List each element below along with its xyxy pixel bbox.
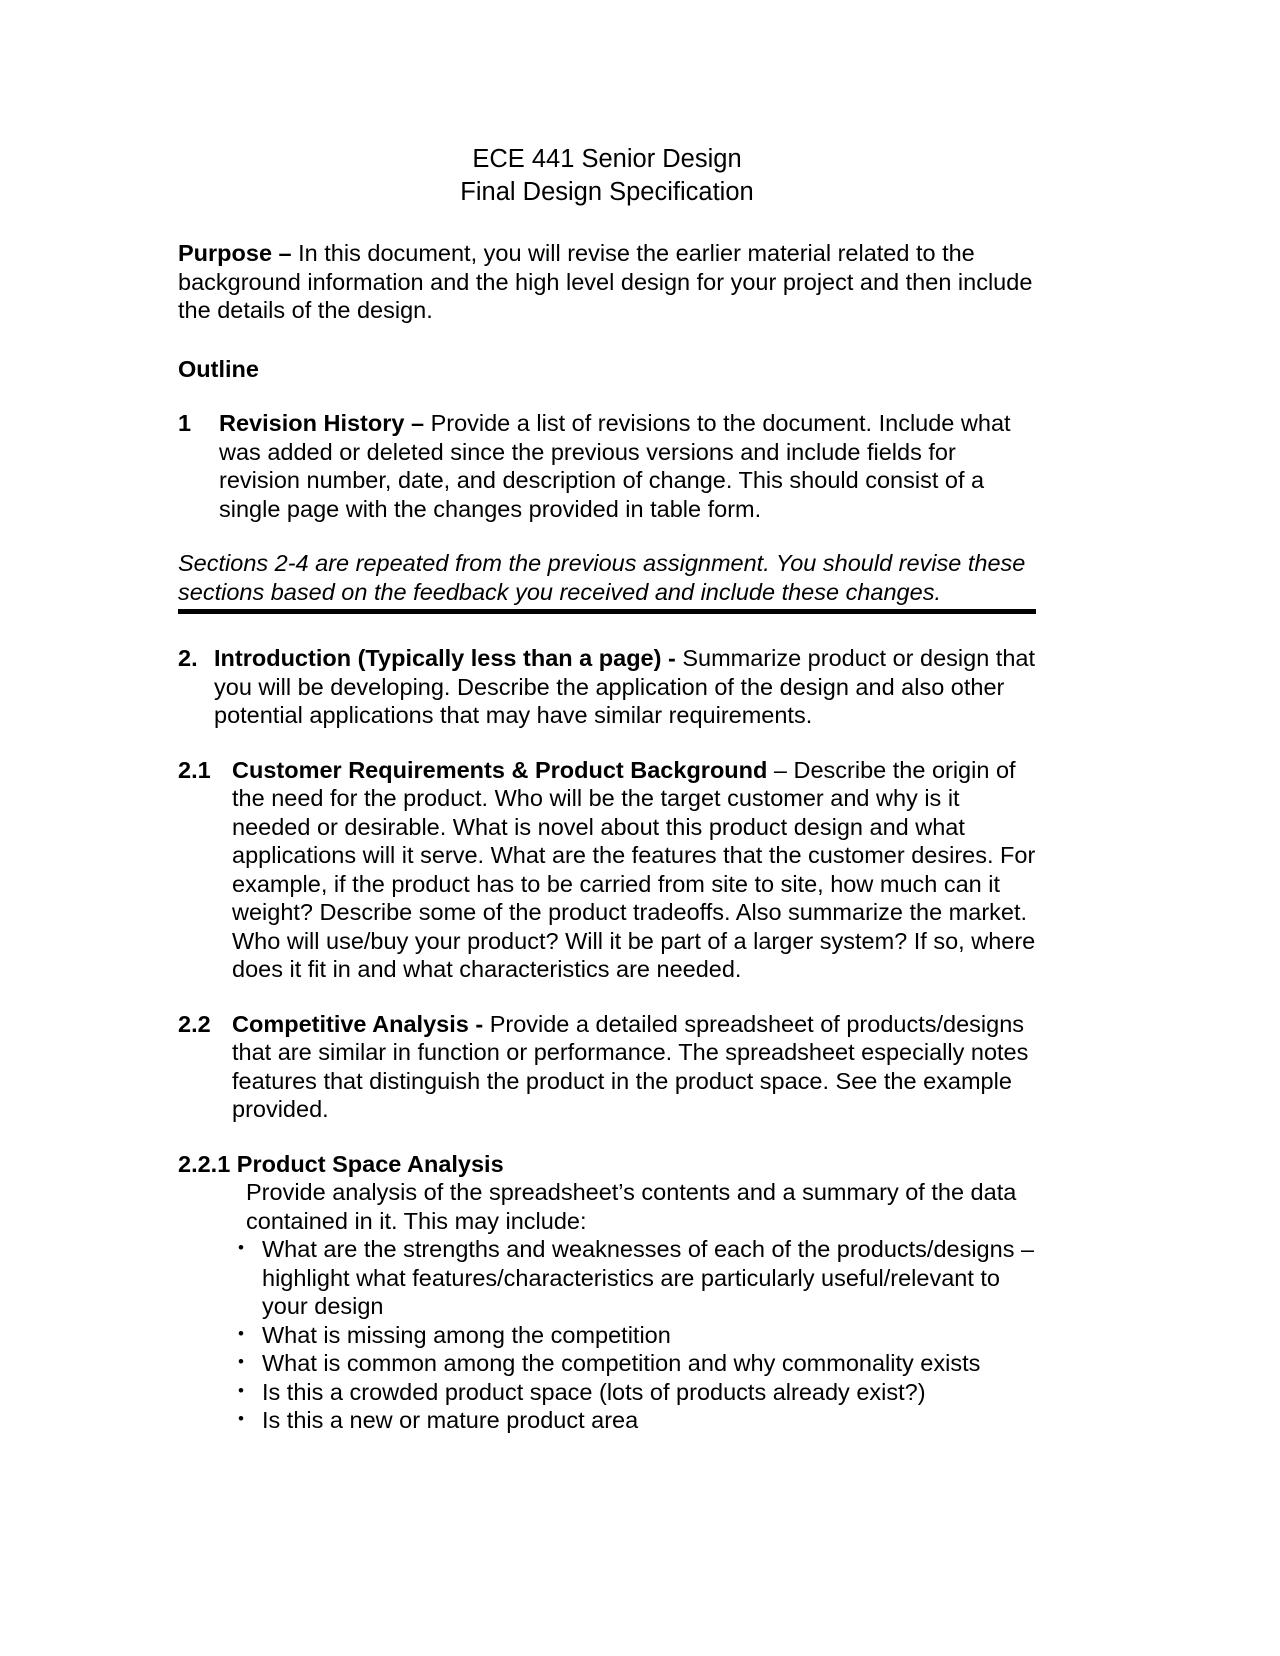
spacer — [178, 730, 1036, 756]
list-item-label: What is missing among the competition — [262, 1321, 671, 1348]
list-item-label: What is common among the competition and why commonality exists — [262, 1350, 981, 1376]
section-number: 2.2 — [178, 1010, 211, 1037]
section-number: 2. — [178, 645, 198, 671]
list-item — [178, 1406, 1036, 1435]
section-body — [232, 1010, 1036, 1124]
spacer — [178, 1124, 1036, 1150]
purpose-text — [178, 239, 1036, 325]
purpose-body: In this document, you will revise the earlier material related to the background information and the high level design for your project and then include the details of the design. — [178, 240, 1033, 323]
section-body — [214, 644, 1036, 730]
section-heading: Customer Requirements & Product Background — [232, 756, 768, 783]
list-item-label: Is this a new or mature product area — [262, 1407, 639, 1433]
list-item-label: Is this a crowded product space (lots of products already exist?) — [262, 1378, 926, 1405]
list-item — [178, 1349, 1036, 1378]
section-text: – Describe the origin of the need for the product. Who will be the target customer and why is it needed or desirable. What is novel about this product design and what applications will it serve. What are the features that the customer desires. For example, if the product has to be carried from site to site, how much can it weight? Describe some of the product tradeoffs. Also summarize the market. Who will use/buy your product? Will it be part of a larger system? If so, where does it fit in and what characteristics are needed. — [232, 756, 1036, 982]
section-text: Provide a detailed spreadsheet of products/designs that are similar in function or performance. The spreadsheet especially notes features that distinguish the product in the product space. See the example provided. — [232, 1010, 1029, 1122]
title-line-2: Final Design Specification — [460, 178, 754, 206]
section-body — [232, 756, 1036, 984]
section-customer-requirements — [178, 756, 1036, 984]
page-title — [178, 0, 1036, 209]
list-item — [178, 1235, 1036, 1321]
title-line-1: ECE 441 Senior Design — [472, 145, 742, 173]
spacer — [178, 523, 1036, 549]
section-competitive-analysis — [178, 1010, 1036, 1124]
section-heading: Revision History – — [219, 410, 425, 436]
section-heading: Competitive Analysis - — [232, 1010, 484, 1037]
purpose-label: Purpose – — [178, 240, 292, 266]
section-text: Summarize product or design that you will be developing. Describe the application of the design and also other potential applications that may have similar requirements. — [214, 645, 1035, 728]
outline-heading: Outline — [178, 355, 259, 382]
spacer — [178, 614, 1036, 644]
bullet-icon: • — [238, 1352, 244, 1371]
spacer — [178, 984, 1036, 1010]
list-item — [178, 1321, 1036, 1350]
document-content — [178, 0, 1036, 1435]
section-number: 2.1 — [178, 756, 211, 783]
spacer — [178, 325, 1036, 355]
section-heading: Introduction (Typically less than a page) - — [214, 645, 676, 671]
bullet-icon: • — [238, 1238, 244, 1257]
spacer — [178, 383, 1036, 409]
section-introduction — [178, 644, 1036, 730]
section-revision-history — [178, 409, 1036, 523]
section-product-space-analysis-heading: 2.2.1 Product Space Analysis — [178, 1150, 504, 1177]
section-body — [219, 409, 1036, 523]
bullet-icon: • — [238, 1409, 244, 1428]
purpose-paragraph — [178, 209, 1036, 325]
list-item-label: What are the strengths and weaknesses of each of the products/designs – highlight what features/characteristics are particularly useful/relevant to your design — [262, 1236, 1035, 1319]
product-space-analysis-intro: Provide analysis of the spreadsheet’s contents and a summary of the data contained in it. This may include: — [246, 1179, 1017, 1234]
revision-note: Sections 2-4 are repeated from the previous assignment. You should revise these sections based on the feedback you received and include these changes. — [178, 549, 1036, 614]
bullet-icon: • — [238, 1380, 244, 1400]
list-item — [178, 1378, 1036, 1407]
bullet-icon: • — [238, 1323, 244, 1343]
section-number: 1 — [178, 410, 192, 436]
product-space-analysis-bullets — [178, 1235, 1036, 1435]
section-text: Provide a list of revisions to the document. Include what was added or deleted since the previous versions and include fields for revision number, date, and description of change. This should consist of a single page with the changes provided in table form. — [219, 410, 1011, 522]
